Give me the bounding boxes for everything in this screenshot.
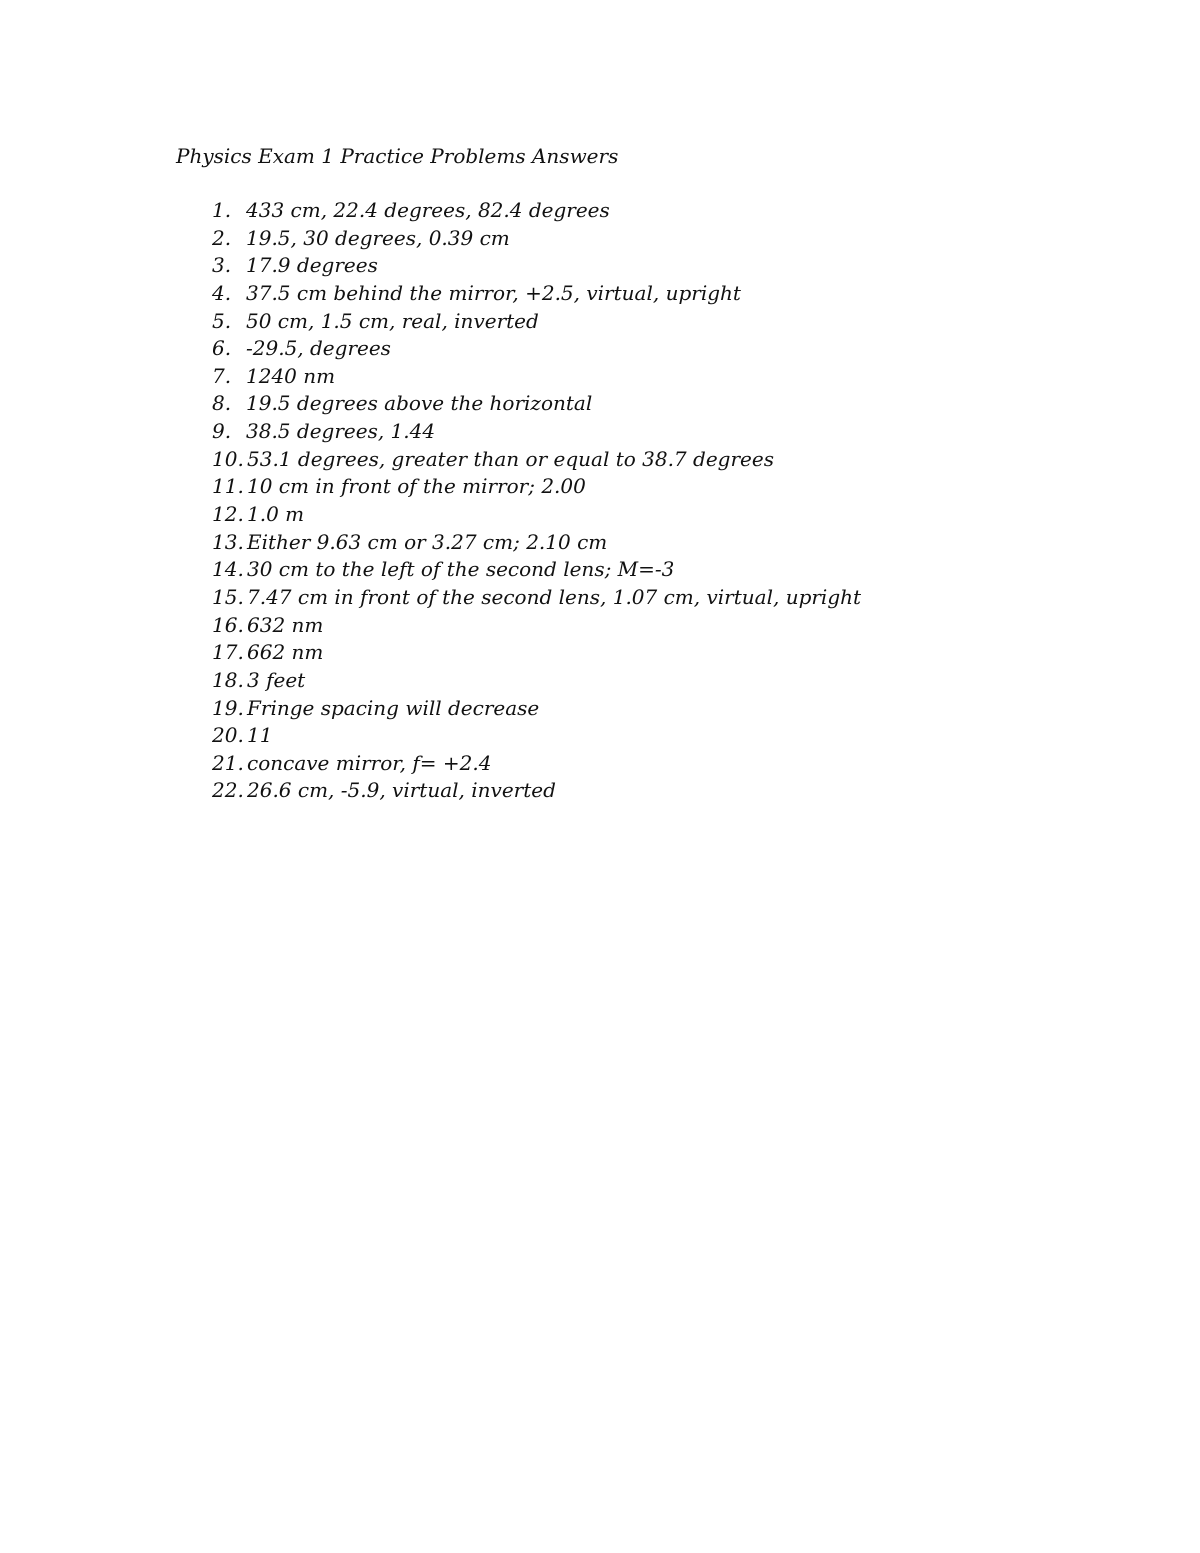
answer-number: 20.: [212, 723, 244, 748]
answer-text: 53.1 degrees, greater than or equal to 38.7 degrees: [247, 446, 774, 471]
answer-number: 12.: [212, 502, 244, 527]
answer-text: 662 nm: [247, 640, 324, 665]
answer-number: 17.: [212, 640, 244, 665]
answer-text: -29.5, degrees: [246, 336, 391, 361]
answer-text: 26.6 cm, -5.9, virtual, inverted: [247, 778, 556, 803]
answer-number: 5.: [212, 308, 232, 333]
answer-number: 1.: [212, 198, 232, 222]
answer-number: 8.: [212, 391, 232, 416]
answer-number: 2.: [212, 225, 232, 250]
answer-text: 1.0 m: [247, 502, 305, 527]
answer-number: 3.: [212, 253, 232, 278]
answer-number: 15.: [212, 584, 244, 609]
answer-number: 13.: [212, 529, 244, 554]
document-title: Physics Exam 1 Practice Problems Answers: [176, 144, 619, 168]
answer-number: 9.: [212, 419, 232, 444]
answer-text: 3 feet: [247, 667, 306, 692]
answer-text: 19.5, 30 degrees, 0.39 cm: [246, 225, 510, 250]
answer-text: concave mirror, f= +2.4: [247, 750, 492, 775]
answer-number: 6.: [212, 336, 232, 361]
answer-text: 632 nm: [247, 612, 324, 637]
answer-number: 22.: [212, 778, 244, 803]
answer-number: 10.: [212, 446, 244, 471]
answer-text: 19.5 degrees above the horizontal: [246, 391, 593, 416]
answer-text: 433 cm, 22.4 degrees, 82.4 degrees: [246, 198, 610, 222]
answer-text: Fringe spacing will decrease: [247, 695, 540, 720]
answer-number: 19.: [212, 695, 244, 720]
answer-text: 30 cm to the left of the second lens; M=-3: [247, 557, 675, 582]
answer-number: 11.: [212, 474, 244, 499]
answer-number: 14.: [212, 557, 244, 582]
answer-text: 37.5 cm behind the mirror, +2.5, virtual, upright: [246, 280, 741, 305]
answer-number: 18.: [212, 667, 244, 692]
answer-text: 7.47 cm in front of the second lens, 1.07 cm, virtual, upright: [247, 584, 862, 609]
answer-text: 17.9 degrees: [246, 253, 378, 278]
answer-text: 50 cm, 1.5 cm, real, inverted: [246, 308, 539, 333]
answer-number: 16.: [212, 612, 244, 637]
answer-number: 21.: [212, 750, 244, 775]
answer-text: 10 cm in front of the mirror; 2.00: [247, 474, 586, 499]
answer-text: 11: [247, 723, 273, 748]
answer-text: Either 9.63 cm or 3.27 cm; 2.10 cm: [247, 529, 608, 554]
answer-text: 1240 nm: [246, 363, 336, 388]
answer-number: 4.: [212, 280, 232, 305]
answer-text: 38.5 degrees, 1.44: [246, 419, 436, 444]
answer-number: 7.: [212, 363, 232, 388]
